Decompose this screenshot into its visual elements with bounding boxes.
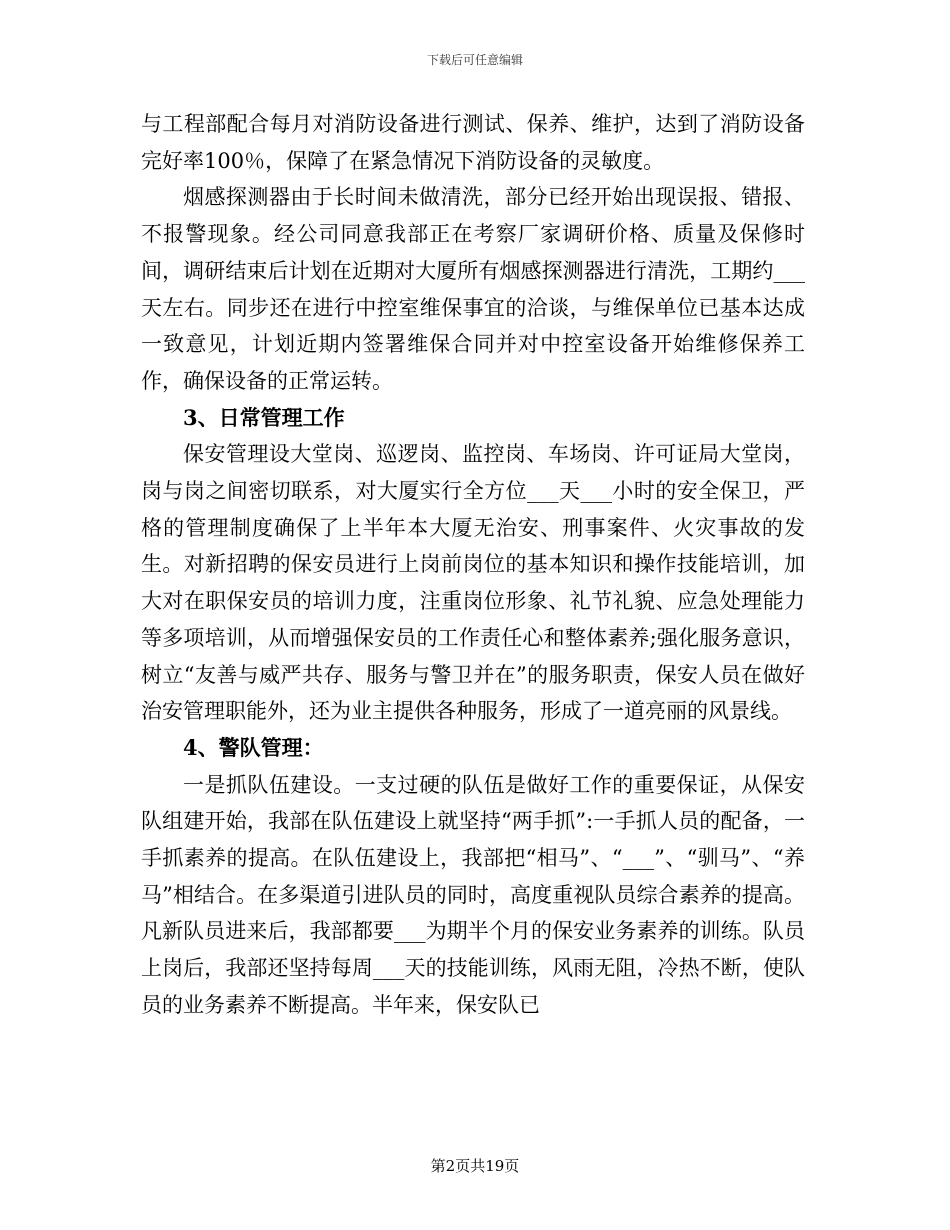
section-heading-guard-team: 4、警队管理： [183, 734, 324, 760]
paragraph-team-building: 一是抓队伍建设。一支过硬的队伍是做好工作的重要保证，从保安队组建开始，我部在队伍建设上就坚持“两手抓”:一手抓人员的配备，一手抓素养的提高。在队伍建设上，我部把“相马”、“___”、“驯马”、“养马”相结合。在多渠道引进队员的同时，高度重视队员综合素养的提高。凡新队员进来后，我部都要___为期半个月的保安业务素养的训练。队员上岗后，我部还坚持每周___天的技能训练，风雨无阻，冷热不断，使队员的业务素养不断提高。半年来，保安队已 [141, 772, 805, 1017]
paragraph-security-management: 保安管理设大堂岗、巡逻岗、监控岗、车场岗、许可证局大堂岗，岗与岗之间密切联系，对大厦实行全方位___天___小时的安全保卫，严格的管理制度确保了上半年本大厦无治安、刑事案件、火灾事故的发生。对新招聘的保安员进行上岗前岗位的基本知识和操作技能培训，加大对在职保安员的培训力度，注重岗位形象、礼节礼貌、应急处理能力等多项培训，从而增强保安员的工作责任心和整体素养;强化服务意识，树立“友善与威严共存、服务与警卫并在”的服务职责，保安人员在做好治安管理职能外，还为业主提供各种服务，形成了一道亮丽的风景线。 [141, 442, 805, 724]
section-heading-daily-management: 3、日常管理工作 [183, 404, 345, 430]
paragraph-fire-equipment: 与工程部配合每月对消防设备进行测试、保养、维护，达到了消防设备完好率100％，保障了在紧急情况下消防设备的灵敏度。 [141, 112, 805, 173]
document-body [141, 106, 805, 1024]
paragraph-smoke-detector: 烟感探测器由于长时间未做清洗，部分已经开始出现误报、错报、不报警现象。经公司同意我部正在考察厂家调研价格、质量及保修时间，调研结束后计划在近期对大厦所有烟感探测器进行清洗，工期约___天左右。同步还在进行中控室维保事宜的洽谈，与维保单位已基本达成一致意见，计划近期内签署维保合同并对中控室设备开始维修保养工作，确保设备的正常运转。 [141, 185, 805, 393]
page-number-footer: 第2页共19页 [430, 1157, 520, 1175]
page-header: 下载后可任意编辑 [426, 53, 523, 67]
